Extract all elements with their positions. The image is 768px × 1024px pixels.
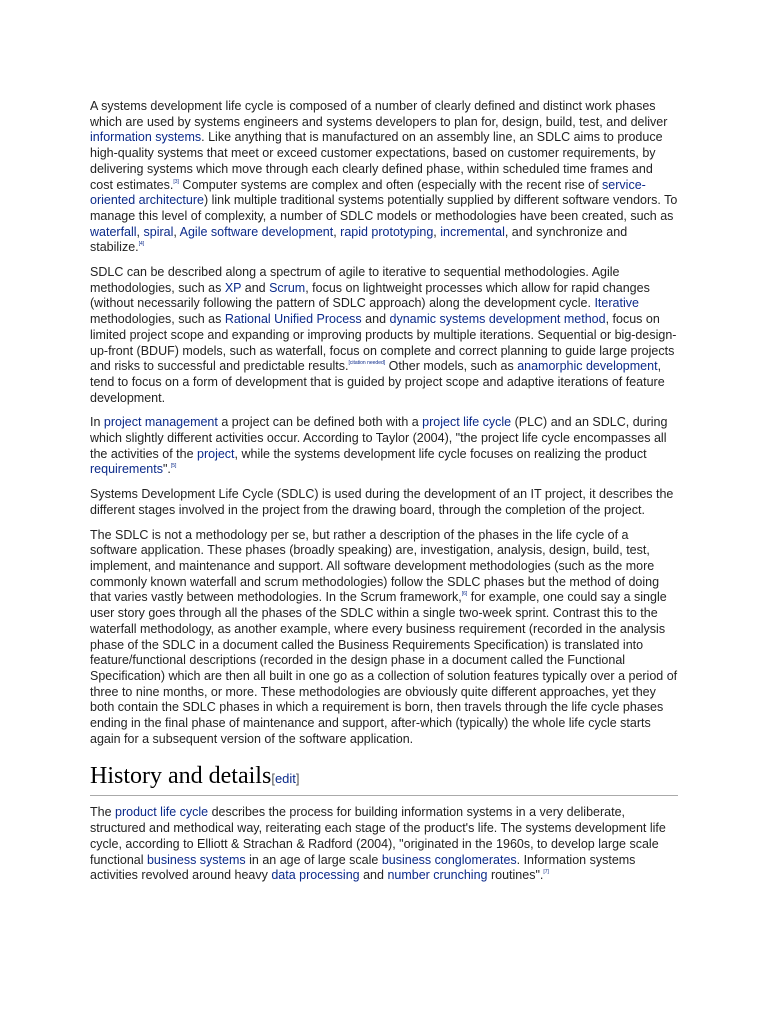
link-rational-unified-process[interactable]: Rational Unified Process	[224, 312, 362, 327]
citation-ref[interactable]: [citation needed]	[348, 360, 386, 367]
link-scrum[interactable]: Scrum	[269, 280, 306, 295]
citation-ref[interactable]: [5]	[170, 463, 177, 470]
text-run: routines".	[487, 868, 544, 883]
text-run: , while the systems development life cycle focuses on realizing the product	[234, 446, 647, 461]
text-run: (PLC) and an SDLC, during which slightly different activities occur. According to Taylor (2004), "the project life cycle encompasses all the activities of the	[90, 415, 668, 461]
text-run: and	[359, 868, 388, 883]
link-waterfall[interactable]: waterfall	[90, 224, 137, 239]
text-run: describes the process for building information systems in a very deliberate, structured and methodical way, reiterating each stage of the product's life. The systems development life cycle, according to Elliott & Strachan & Radford (2004), "originated in the 1960s, to develop large scale functional	[90, 805, 666, 867]
text-run: methodologies, such as	[90, 312, 225, 327]
citation-ref[interactable]: [6]	[461, 591, 468, 598]
link-dynamic-systems-development-method[interactable]: dynamic systems development method	[389, 312, 606, 327]
edit-bracket-close: ]	[295, 771, 300, 787]
text-run: , and synchronize and stabilize.	[90, 224, 628, 255]
link-business-systems[interactable]: business systems	[146, 852, 246, 867]
link-spiral[interactable]: spiral	[143, 224, 174, 239]
link-project-management[interactable]: project management	[103, 415, 218, 430]
link-project[interactable]: project	[197, 446, 235, 461]
text-run: , focus on limited project scope and expanding or improving products by multiple iterations. Sequential or big-design-up-front (BDUF) models, such as waterfall, focus on complete and correct planning to guide large projects and risks to successful and predictable results.	[90, 312, 677, 374]
text-run: Other models, such as	[385, 359, 518, 374]
citation-ref[interactable]: [3]	[173, 178, 179, 185]
article-body	[90, 99, 678, 893]
text-run: ) link multiple traditional systems potentially supplied by different software vendors. To manage this level of complexity, a number of SDLC models or methodologies have been created, such as	[90, 193, 678, 223]
text-run: . Information systems activities revolved around heavy	[90, 852, 636, 883]
paragraph	[90, 415, 678, 478]
text-run: ".	[162, 462, 171, 477]
paragraph	[90, 528, 678, 748]
text-run: Systems Development Life Cycle (SDLC) is used during the development of an IT project, it describes the different stages involved in the project from the drawing board, through the completion of the project.	[90, 487, 674, 517]
link-number-crunching[interactable]: number crunching	[387, 868, 488, 883]
link-information-systems[interactable]: information systems	[90, 130, 202, 145]
paragraph	[90, 805, 678, 884]
section-heading-text: History and details	[90, 763, 272, 790]
link-iterative[interactable]: Iterative	[594, 296, 639, 311]
link-requirements[interactable]: requirements	[90, 462, 163, 477]
text-run: a project can be defined both with a	[217, 415, 423, 430]
text-run: and	[361, 312, 390, 327]
text-run: ,	[433, 224, 441, 239]
text-run: . Like anything that is manufactured on an assembly line, an SDLC aims to produce high-quality systems that meet or exceed customer expectations, based on customer requirements, by delivering systems which move through each clearly defined phase, within scheduled time frames and cost estimates.	[90, 130, 663, 192]
intro-paragraphs	[90, 99, 678, 747]
link-product-life-cycle[interactable]: product life cycle	[115, 805, 209, 820]
link-business-conglomerates[interactable]: business conglomerates	[381, 852, 517, 867]
link-incremental[interactable]: incremental	[440, 224, 505, 239]
text-run: in an age of large scale	[245, 852, 382, 867]
text-run: ,	[333, 224, 341, 239]
link-xp[interactable]: XP	[224, 280, 242, 295]
citation-ref[interactable]: [4]	[138, 241, 145, 248]
paragraph	[90, 99, 678, 256]
text-run: for example, one could say a single user story goes through all the phases of the SDLC within a single two-week sprint. Contrast this to the waterfall methodology, as another example, where every business requirement (recorded in the analysis phase of the SDLC in a document called the Business Requirements Specification) is translated into feature/functional descriptions (recorded in the design phase in a document called the Functional Specification) which are then all built in one go as a collection of solution features typically over a period of three to nine months, or more. These methodologies are obviously quite different approaches, yet they both contain the SDLC phases in which a requirement is born, then travels through the life cycle phases ending in the final phase of maintenance and support, after-which (typically) the whole life cycle starts again for a subsequent version of the software application.	[90, 590, 678, 746]
citation-ref[interactable]: [7]	[543, 869, 549, 876]
paragraph	[90, 487, 678, 518]
link-project-life-cycle[interactable]: project life cycle	[422, 415, 512, 430]
text-run: SDLC can be described along a spectrum of agile to iterative to sequential methodologies. Agile methodologies, such as	[90, 265, 620, 295]
link-agile-software-development[interactable]: Agile software development	[179, 224, 334, 239]
edit-section-link[interactable]: edit	[274, 771, 296, 787]
text-run: ,	[136, 224, 144, 239]
link-anamorphic-development[interactable]: anamorphic development	[517, 359, 658, 374]
text-run: and	[241, 280, 270, 295]
edit-bracket-open: [	[271, 771, 275, 787]
link-data-processing[interactable]: data processing	[271, 868, 360, 883]
link-rapid-prototyping[interactable]: rapid prototyping	[340, 224, 434, 239]
paragraph	[90, 265, 678, 406]
text-run: A systems development life cycle is composed of a number of clearly defined and distinct work phases which are used by systems engineers and systems developers to plan for, design, build, test, and deliver	[90, 99, 668, 129]
text-run: , focus on lightweight processes which allow for rapid changes (without necessarily following the pattern of SDLC approach) along the development cycle.	[90, 280, 650, 311]
text-run: ,	[173, 224, 180, 239]
link-service-oriented-architecture[interactable]: service-oriented architecture	[90, 177, 646, 208]
text-run: , tend to focus on a form of development that is guided by project scope and adaptive iterations of feature development.	[90, 359, 665, 405]
history-paragraphs	[90, 805, 678, 884]
text-run: In	[90, 415, 104, 430]
text-run: Computer systems are complex and often (especially with the recent rise of	[178, 177, 603, 192]
text-run: The	[90, 805, 116, 820]
section-heading	[90, 762, 678, 796]
text-run: The SDLC is not a methodology per se, but rather a description of the phases in the life cycle of a software application. These phases (broadly speaking) are, investigation, analysis, design, build, test, implement, and maintenance and support. All software development methodologies (such as the more commonly known waterfall and scrum methodologies) follow the SDLC phases but the method of doing that varies vastly between methodologies. In the Scrum framework,	[90, 527, 660, 605]
